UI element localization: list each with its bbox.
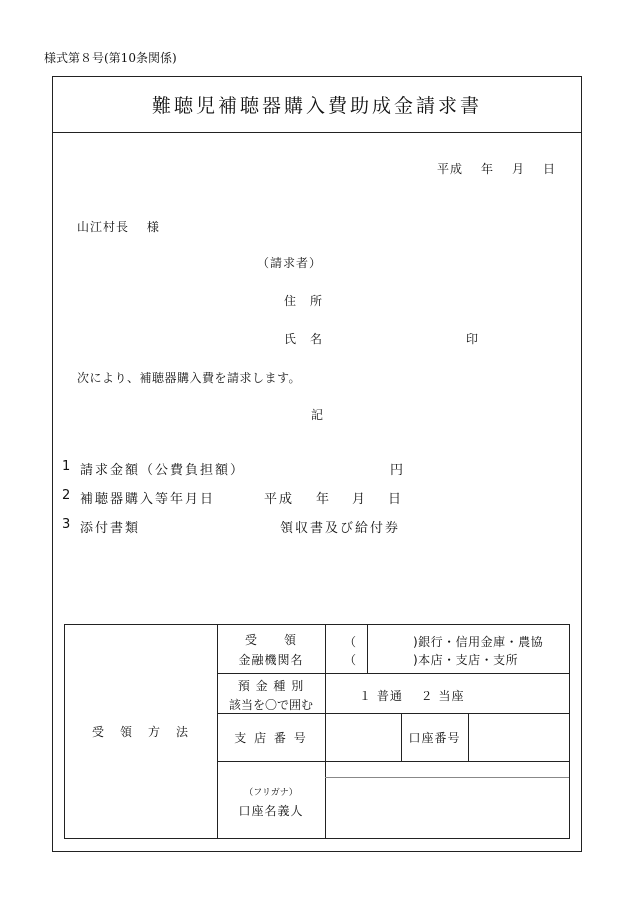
receipt-method-label: 受 領 方 法 [91,725,190,739]
date-month: 月 [512,162,526,176]
bank-label-line1: 受 領 [244,633,297,647]
item-1-label: 請求金額（公費負担額） [80,463,246,478]
deposit-type-label: 預 金 種 別 [237,679,305,693]
form-title: 難聴児補聴器購入費助成金請求書 [151,95,482,117]
date-day: 日 [543,162,557,176]
table-divider [217,761,569,762]
claimant-address-label: 住 所 [284,294,324,308]
item-3-number: 3 [62,517,73,532]
item-3-label: 添付書類 [80,521,141,536]
item-2-era: 平成 [264,492,295,507]
table-divider [367,625,368,673]
title-row [53,77,581,133]
request-statement: 次により、補聴器購入費を請求します。 [77,371,302,385]
table-divider [325,625,326,838]
item-3-value: 領収書及び給付券 [280,521,401,536]
item-2-number: 2 [62,488,73,503]
item-1-number: 1 [62,459,73,474]
table-divider [217,673,569,674]
ki-heading: 記 [311,408,325,422]
deposit-type-note: 該当を〇で囲む [228,698,313,712]
bank-paren-open-2: （ [344,653,358,667]
bank-paren-open-1: （ [344,635,358,649]
bank-type-options: )銀行・信用金庫・農協 [413,635,544,649]
claimant-name-label: 氏 名 [284,332,324,346]
item-2-day: 日 [388,492,404,507]
account-holder-label: 口座名義人 [238,804,304,818]
deposit-type-options: １ 普通 ２ 当座 [359,689,465,703]
branch-number-label: 支 店 番 号 [234,730,308,745]
item-2-label: 補聴器購入等年月日 [80,492,216,507]
furigana-divider [325,777,569,778]
item-2-month: 月 [352,492,368,507]
branch-type-options: )本店・支店・支所 [413,653,519,667]
form-number-label: 様式第８号(第10条関係) [44,51,177,65]
item-1-unit: 円 [390,463,406,478]
claimant-label: （請求者） [257,256,323,270]
addressee: 山江村長 様 [77,220,160,234]
seal-mark: 印 [466,332,480,346]
table-divider [468,713,469,761]
account-number-label: 口座番号 [408,730,461,745]
date-era: 平成 [437,162,464,176]
furigana-label: （フリガナ） [244,788,298,798]
receipt-method-table [64,624,570,839]
bank-label-line2: 金融機関名 [238,653,304,667]
date-year: 年 [481,162,495,176]
item-2-year: 年 [316,492,332,507]
